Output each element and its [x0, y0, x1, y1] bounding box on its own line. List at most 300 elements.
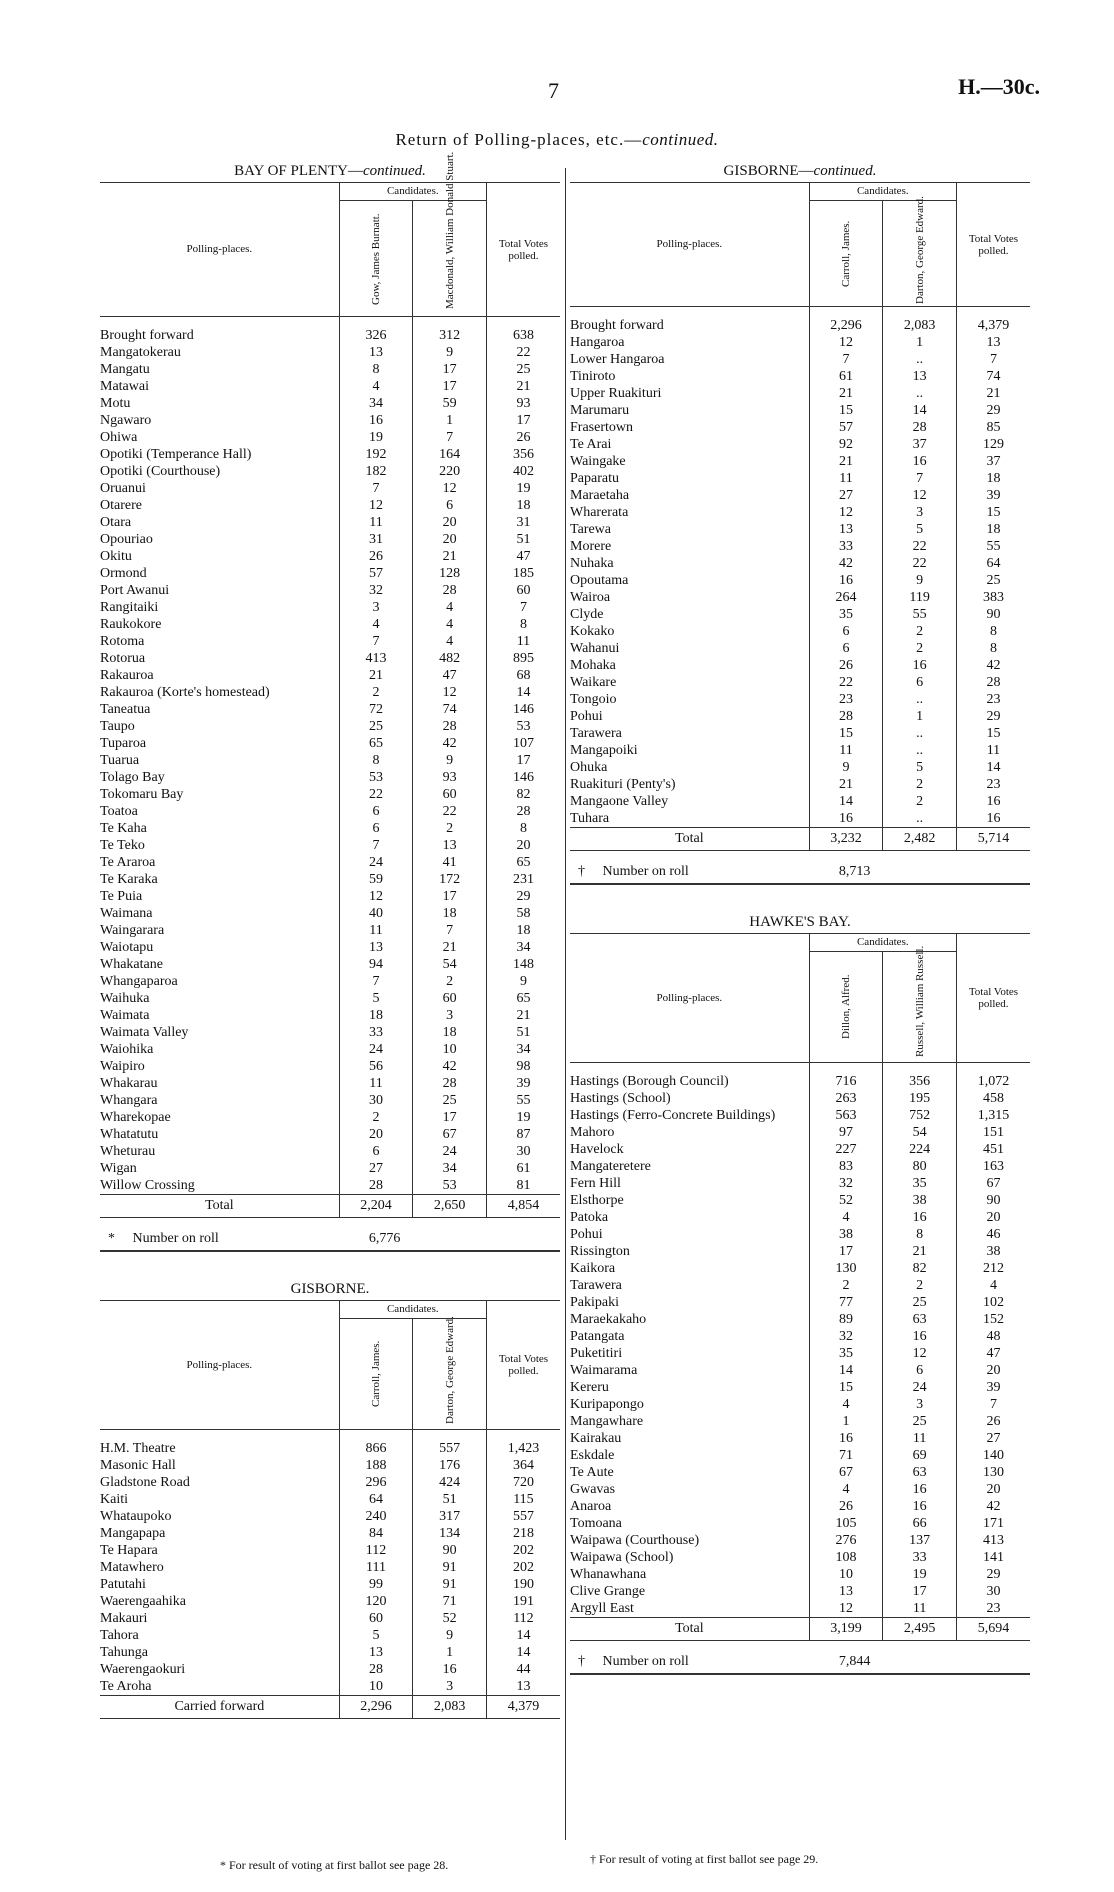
- total-votes: 65: [486, 854, 560, 871]
- votes-candidate-1: 6: [339, 820, 413, 837]
- table-row: [570, 623, 1030, 640]
- table-row: [570, 317, 1030, 334]
- total-votes: 98: [486, 1058, 560, 1075]
- table-row: [100, 1058, 560, 1075]
- votes-candidate-1: 227: [809, 1141, 883, 1158]
- place-name: Wahanui: [570, 641, 620, 656]
- votes-candidate-2: 38: [883, 1192, 957, 1209]
- votes-candidate-1: 14: [809, 793, 883, 810]
- votes-candidate-1: 7: [339, 480, 413, 497]
- votes-candidate-1: 97: [809, 1124, 883, 1141]
- place-name: Total: [570, 828, 809, 851]
- place-name: Otara: [100, 515, 132, 530]
- place-name: Taneatua: [100, 702, 151, 717]
- place-name: Tongoio: [570, 692, 617, 707]
- votes-candidate-2: 9: [413, 752, 487, 769]
- total-votes: 25: [956, 572, 1030, 589]
- place-name: Clive Grange: [570, 1584, 646, 1599]
- table-row: [570, 708, 1030, 725]
- total-votes: 55: [486, 1092, 560, 1109]
- votes-candidate-1: 2,296: [809, 317, 883, 334]
- votes-candidate-1: 5: [339, 1627, 413, 1644]
- place-name: Tomoana: [570, 1516, 622, 1531]
- table-row: [570, 572, 1030, 589]
- table-gisborne-continued: [570, 182, 1030, 851]
- table-row: [100, 701, 560, 718]
- votes-candidate-1: 23: [809, 691, 883, 708]
- votes-candidate-1: 6: [339, 803, 413, 820]
- table-row: [100, 871, 560, 888]
- number-on-roll: † Number on roll 7,844: [570, 1651, 1030, 1675]
- total-votes: 74: [956, 368, 1030, 385]
- header-total-votes: Total Votes polled.: [486, 183, 560, 317]
- table-row: [570, 334, 1030, 351]
- place-name: Waimata Valley: [100, 1025, 189, 1040]
- votes-candidate-2: 12: [883, 487, 957, 504]
- total-votes: 8: [486, 616, 560, 633]
- place-name: Te Aute: [570, 1465, 614, 1480]
- header-polling-places: Polling-places.: [570, 934, 809, 1063]
- votes-candidate-1: 4: [809, 1209, 883, 1226]
- votes-candidate-2: 59: [413, 395, 487, 412]
- votes-candidate-1: 84: [339, 1525, 413, 1542]
- place-name: Mangapoiki: [570, 743, 638, 758]
- table-row: [100, 735, 560, 752]
- place-name: Otarere: [100, 498, 142, 513]
- total-votes: 14: [486, 684, 560, 701]
- table-row: [100, 973, 560, 990]
- votes-candidate-2: 28: [413, 582, 487, 599]
- total-votes: 39: [956, 487, 1030, 504]
- votes-candidate-1: 4: [339, 616, 413, 633]
- place-name: Tahunga: [100, 1645, 149, 1660]
- footnote-left: * For result of voting at first ballot see page 28.: [220, 1858, 449, 1872]
- table-row: [100, 1109, 560, 1126]
- table-row: [100, 1644, 560, 1661]
- total-votes: 60: [486, 582, 560, 599]
- place-name: Nuhaka: [570, 556, 614, 571]
- right-column: [570, 160, 1030, 1675]
- table-row: [100, 378, 560, 395]
- table-row: [100, 888, 560, 905]
- place-name: Wigan: [100, 1161, 137, 1176]
- votes-candidate-1: 2: [339, 684, 413, 701]
- place-name: Whataupoko: [100, 1509, 172, 1524]
- total-votes: 23: [956, 1600, 1030, 1618]
- header-candidate-1: Gow, James Burnatt.: [370, 212, 382, 305]
- table-row: [570, 470, 1030, 487]
- votes-candidate-1: 33: [809, 538, 883, 555]
- place-name: Mangapapa: [100, 1526, 166, 1541]
- votes-candidate-2: 60: [413, 990, 487, 1007]
- place-name: Ruakituri (Penty's): [570, 777, 676, 792]
- total-votes: 46: [956, 1226, 1030, 1243]
- section-title-gisborne: GISBORNE.: [290, 1281, 370, 1297]
- total-votes: 14: [956, 759, 1030, 776]
- place-name: H.M. Theatre: [100, 1441, 176, 1456]
- total-votes: 90: [956, 606, 1030, 623]
- place-name: Rotoma: [100, 634, 145, 649]
- total-votes: 48: [956, 1328, 1030, 1345]
- total-votes: 451: [956, 1141, 1030, 1158]
- total-votes: 4,379: [956, 317, 1030, 334]
- total-votes: 895: [486, 650, 560, 667]
- votes-candidate-1: 56: [339, 1058, 413, 1075]
- table-row: [100, 582, 560, 599]
- votes-candidate-1: 83: [809, 1158, 883, 1175]
- votes-candidate-1: 33: [339, 1024, 413, 1041]
- place-name: Mahoro: [570, 1125, 615, 1140]
- votes-candidate-1: 34: [339, 395, 413, 412]
- votes-candidate-2: 2: [883, 640, 957, 657]
- votes-candidate-1: 11: [339, 922, 413, 939]
- table-row: [100, 548, 560, 565]
- table-row: [570, 1158, 1030, 1175]
- header-candidate-1: Dillon, Alfred.: [840, 974, 852, 1040]
- votes-candidate-1: 6: [339, 1143, 413, 1160]
- place-name: Tarewa: [570, 522, 611, 537]
- total-votes: 17: [486, 412, 560, 429]
- votes-candidate-1: 4: [809, 1481, 883, 1498]
- votes-candidate-2: 1: [413, 412, 487, 429]
- votes-candidate-2: 9: [883, 572, 957, 589]
- votes-candidate-1: 18: [339, 1007, 413, 1024]
- votes-candidate-1: 15: [809, 725, 883, 742]
- votes-candidate-2: 17: [883, 1583, 957, 1600]
- total-votes: 30: [956, 1583, 1030, 1600]
- place-name: Total: [100, 1195, 339, 1218]
- total-votes: 7: [956, 1396, 1030, 1413]
- votes-candidate-2: 482: [413, 650, 487, 667]
- votes-candidate-2: 42: [413, 735, 487, 752]
- place-name: Opotiki (Courthouse): [100, 464, 221, 479]
- place-name: Opouriao: [100, 532, 153, 547]
- table-row: [570, 368, 1030, 385]
- table-row: [100, 1177, 560, 1195]
- place-name: Upper Ruakituri: [570, 386, 662, 401]
- votes-candidate-1: 99: [339, 1576, 413, 1593]
- votes-candidate-1: 7: [809, 351, 883, 368]
- total-votes: 8: [486, 820, 560, 837]
- table-row: [570, 1600, 1030, 1618]
- table-row: [100, 854, 560, 871]
- place-name: Lower Hangaroa: [570, 352, 665, 367]
- place-name: Havelock: [570, 1142, 624, 1157]
- place-name: Pohui: [570, 1227, 603, 1242]
- place-name: Whangara: [100, 1093, 158, 1108]
- votes-candidate-2: 317: [413, 1508, 487, 1525]
- total-votes: 151: [956, 1124, 1030, 1141]
- votes-candidate-2: 11: [883, 1430, 957, 1447]
- votes-candidate-2: 17: [413, 361, 487, 378]
- place-name: Hastings (Borough Council): [570, 1074, 729, 1089]
- place-name: Mohaka: [570, 658, 616, 673]
- table-row: [100, 684, 560, 701]
- votes-candidate-2: ..: [883, 691, 957, 708]
- table-row: [100, 718, 560, 735]
- place-name: Waingake: [570, 454, 626, 469]
- votes-candidate-2: 25: [883, 1413, 957, 1430]
- header-candidates: Candidates.: [339, 1301, 486, 1319]
- votes-candidate-2: 74: [413, 701, 487, 718]
- table-row: [570, 385, 1030, 402]
- votes-candidate-2: 53: [413, 1177, 487, 1195]
- place-name: Ohuka: [570, 760, 608, 775]
- table-row: [570, 742, 1030, 759]
- votes-candidate-2: ..: [883, 725, 957, 742]
- total-row: [570, 828, 1030, 851]
- votes-candidate-2: 356: [883, 1073, 957, 1090]
- total-votes: 20: [956, 1362, 1030, 1379]
- total-votes: 102: [956, 1294, 1030, 1311]
- place-name: Mangatokerau: [100, 345, 181, 360]
- votes-candidate-1: 27: [809, 487, 883, 504]
- place-name: Makauri: [100, 1611, 148, 1626]
- votes-candidate-2: 7: [883, 470, 957, 487]
- total-votes: 4: [956, 1277, 1030, 1294]
- votes-candidate-1: 716: [809, 1073, 883, 1090]
- table-row: [570, 402, 1030, 419]
- votes-candidate-1: 28: [339, 1177, 413, 1195]
- votes-candidate-2: 1: [413, 1644, 487, 1661]
- votes-candidate-1: 326: [339, 327, 413, 344]
- table-row: [100, 1440, 560, 1457]
- votes-candidate-1: 9: [809, 759, 883, 776]
- place-name: Raukokore: [100, 617, 162, 632]
- total-votes: 9: [486, 973, 560, 990]
- votes-candidate-1: 57: [339, 565, 413, 582]
- votes-candidate-1: 12: [809, 504, 883, 521]
- votes-candidate-1: 7: [339, 633, 413, 650]
- place-name: Tuparoa: [100, 736, 147, 751]
- place-name: Toatoa: [100, 804, 138, 819]
- total-votes: 15: [956, 504, 1030, 521]
- votes-candidate-1: 22: [339, 786, 413, 803]
- total-votes: 26: [956, 1413, 1030, 1430]
- place-name: Opoutama: [570, 573, 629, 588]
- votes-candidate-1: 12: [809, 1600, 883, 1618]
- votes-candidate-1: 21: [809, 453, 883, 470]
- votes-candidate-1: 120: [339, 1593, 413, 1610]
- place-name: Ngawaro: [100, 413, 152, 428]
- votes-candidate-2: 6: [883, 1362, 957, 1379]
- header-candidates: Candidates.: [339, 183, 486, 201]
- votes-candidate-2: 13: [883, 368, 957, 385]
- place-name: Okitu: [100, 549, 132, 564]
- total-votes: 18: [486, 497, 560, 514]
- votes-candidate-1: 11: [339, 514, 413, 531]
- total-votes: 23: [956, 691, 1030, 708]
- page-number: 7: [548, 78, 559, 103]
- votes-candidate-1: 3,199: [809, 1618, 883, 1641]
- total-votes: 146: [486, 769, 560, 786]
- votes-candidate-2: ..: [883, 385, 957, 402]
- votes-candidate-1: 6: [809, 623, 883, 640]
- votes-candidate-1: 59: [339, 871, 413, 888]
- votes-candidate-2: 312: [413, 327, 487, 344]
- total-votes: 1,072: [956, 1073, 1030, 1090]
- table-row: [100, 1041, 560, 1058]
- total-votes: 152: [956, 1311, 1030, 1328]
- votes-candidate-1: 16: [809, 810, 883, 828]
- votes-candidate-1: 4: [339, 378, 413, 395]
- place-name: Gladstone Road: [100, 1475, 190, 1490]
- place-name: Marumaru: [570, 403, 630, 418]
- votes-candidate-1: 16: [809, 572, 883, 589]
- table-row: [100, 820, 560, 837]
- place-name: Tarawera: [570, 1278, 622, 1293]
- votes-candidate-2: 16: [883, 1328, 957, 1345]
- votes-candidate-2: ..: [883, 742, 957, 759]
- total-votes: 8: [956, 640, 1030, 657]
- header-candidate-2: Russell, William Russell.: [913, 945, 926, 1057]
- place-name: Waikare: [570, 675, 617, 690]
- table-row: [570, 1481, 1030, 1498]
- votes-candidate-1: 3: [339, 599, 413, 616]
- place-name: Hastings (School): [570, 1091, 671, 1106]
- table-row: [570, 1498, 1030, 1515]
- votes-candidate-2: 424: [413, 1474, 487, 1491]
- total-votes: 61: [486, 1160, 560, 1177]
- votes-candidate-2: 16: [883, 1209, 957, 1226]
- votes-candidate-2: 9: [413, 1627, 487, 1644]
- place-name: Kuripapongo: [570, 1397, 644, 1412]
- votes-candidate-2: 3: [413, 1678, 487, 1696]
- votes-candidate-2: 12: [413, 480, 487, 497]
- votes-candidate-2: 2,482: [883, 828, 957, 851]
- votes-candidate-1: 24: [339, 854, 413, 871]
- total-votes: 81: [486, 1177, 560, 1195]
- place-name: Willow Crossing: [100, 1178, 195, 1193]
- total-votes: 231: [486, 871, 560, 888]
- votes-candidate-2: 67: [413, 1126, 487, 1143]
- total-votes: 29: [486, 888, 560, 905]
- votes-candidate-1: 192: [339, 446, 413, 463]
- total-votes: 4,379: [486, 1696, 560, 1719]
- table-row: [570, 1209, 1030, 1226]
- place-name: Whakatane: [100, 957, 163, 972]
- votes-candidate-2: 172: [413, 871, 487, 888]
- table-row: [570, 1362, 1030, 1379]
- total-votes: 191: [486, 1593, 560, 1610]
- total-votes: 53: [486, 718, 560, 735]
- votes-candidate-2: 41: [413, 854, 487, 871]
- table-row: [100, 905, 560, 922]
- votes-candidate-1: 563: [809, 1107, 883, 1124]
- votes-candidate-2: 3: [883, 1396, 957, 1413]
- table-hawkes-bay: [570, 933, 1030, 1641]
- total-votes: 7: [486, 599, 560, 616]
- votes-candidate-1: 32: [339, 582, 413, 599]
- votes-candidate-2: 220: [413, 463, 487, 480]
- total-votes: 68: [486, 667, 560, 684]
- total-votes: 34: [486, 1041, 560, 1058]
- header-polling-places: Polling-places.: [100, 183, 339, 317]
- table-row: [100, 497, 560, 514]
- place-name: Tahora: [100, 1628, 139, 1643]
- table-row: [100, 480, 560, 497]
- votes-candidate-2: 66: [883, 1515, 957, 1532]
- left-column: [100, 151, 560, 1719]
- place-name: Waingarara: [100, 923, 165, 938]
- place-name: Maraetaha: [570, 488, 630, 503]
- total-votes: 356: [486, 446, 560, 463]
- votes-candidate-1: 11: [809, 742, 883, 759]
- votes-candidate-2: 119: [883, 589, 957, 606]
- footnote-right: † For result of voting at first ballot see page 29.: [590, 1852, 819, 1866]
- votes-candidate-2: 14: [883, 402, 957, 419]
- table-row: [570, 657, 1030, 674]
- total-votes: 23: [956, 776, 1030, 793]
- votes-candidate-2: 224: [883, 1141, 957, 1158]
- place-name: Tarawera: [570, 726, 622, 741]
- votes-candidate-2: 2,650: [413, 1195, 487, 1218]
- place-name: Te Puia: [100, 889, 143, 904]
- place-name: Whanawhana: [570, 1567, 647, 1582]
- table-row: [100, 939, 560, 956]
- table-row: [100, 650, 560, 667]
- votes-candidate-1: 413: [339, 650, 413, 667]
- table-row: [570, 1430, 1030, 1447]
- total-votes: 18: [486, 922, 560, 939]
- place-name: Wharekopae: [100, 1110, 171, 1125]
- votes-candidate-1: 111: [339, 1559, 413, 1576]
- place-name: Te Kaha: [100, 821, 147, 836]
- document-reference: H.—30c.: [958, 74, 1040, 99]
- votes-candidate-2: 25: [413, 1092, 487, 1109]
- votes-candidate-1: 32: [809, 1175, 883, 1192]
- total-votes: 171: [956, 1515, 1030, 1532]
- table-row: [570, 555, 1030, 572]
- table-row: [570, 1175, 1030, 1192]
- place-name: Whatatutu: [100, 1127, 159, 1142]
- page-heading: Return of Polling-places, etc.—continued.: [395, 130, 719, 149]
- total-votes: 115: [486, 1491, 560, 1508]
- votes-candidate-1: 94: [339, 956, 413, 973]
- total-votes: 20: [956, 1481, 1030, 1498]
- place-name: Waimarama: [570, 1363, 638, 1378]
- votes-candidate-1: 38: [809, 1226, 883, 1243]
- total-votes: 16: [956, 793, 1030, 810]
- total-votes: 29: [956, 1566, 1030, 1583]
- votes-candidate-1: 28: [809, 708, 883, 725]
- total-votes: 82: [486, 786, 560, 803]
- table-row: [570, 1260, 1030, 1277]
- votes-candidate-1: 22: [809, 674, 883, 691]
- place-name: Matawhero: [100, 1560, 164, 1575]
- votes-candidate-2: 33: [883, 1549, 957, 1566]
- total-votes: 42: [956, 657, 1030, 674]
- header-candidate-2: Darton, George Edward.: [443, 1316, 456, 1424]
- table-row: [570, 1532, 1030, 1549]
- table-row: [100, 361, 560, 378]
- place-name: Anaroa: [570, 1499, 612, 1514]
- total-votes: 44: [486, 1661, 560, 1678]
- votes-candidate-1: 71: [809, 1447, 883, 1464]
- votes-candidate-1: 77: [809, 1294, 883, 1311]
- total-votes: 146: [486, 701, 560, 718]
- total-votes: 29: [956, 708, 1030, 725]
- table-row: [570, 1243, 1030, 1260]
- votes-candidate-1: 26: [809, 1498, 883, 1515]
- votes-candidate-2: 21: [883, 1243, 957, 1260]
- votes-candidate-1: 61: [809, 368, 883, 385]
- votes-candidate-2: 557: [413, 1440, 487, 1457]
- table-row: [570, 640, 1030, 657]
- place-name: Hangaroa: [570, 335, 625, 350]
- table-row: [570, 1447, 1030, 1464]
- table-row: [570, 453, 1030, 470]
